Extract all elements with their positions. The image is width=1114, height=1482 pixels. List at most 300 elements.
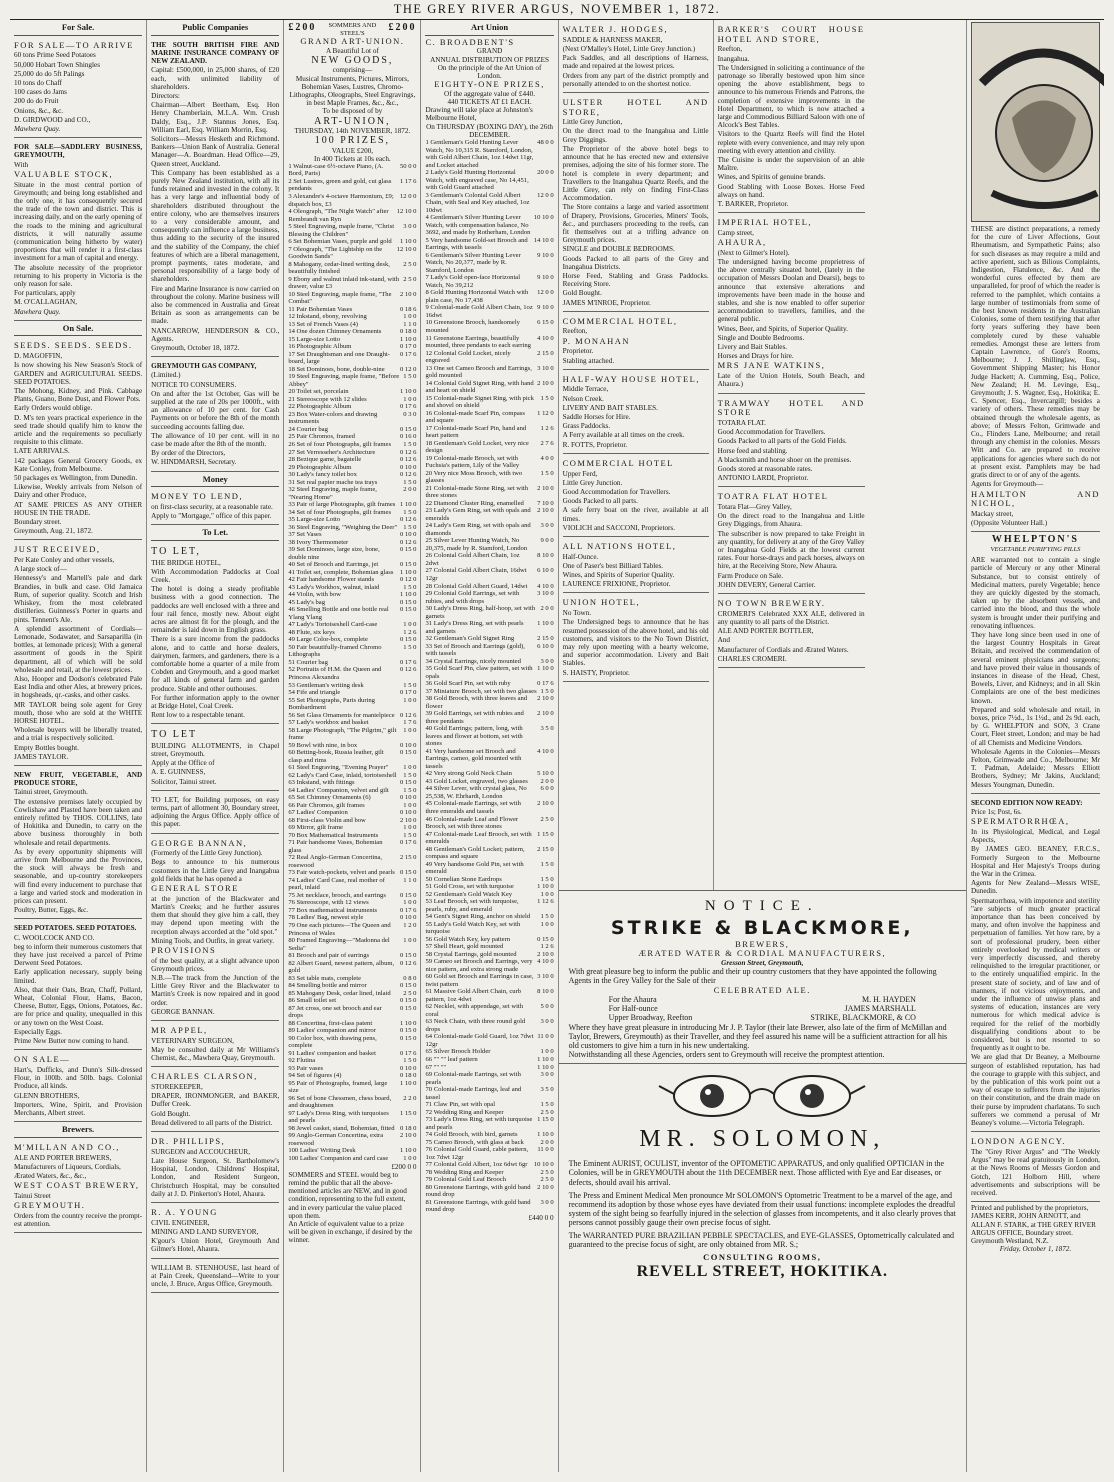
prize-description: 74 Gold Brooch, with bird, garnets <box>425 1131 518 1139</box>
prize-list <box>288 163 416 1163</box>
prize-description: 77 Box mathematical instruments <box>288 906 378 914</box>
prize-row <box>425 590 553 605</box>
prize-description: 24 Courier bag <box>288 425 328 433</box>
prize-description: 61 Steel Engraving, "Evening Prayer" <box>288 764 389 772</box>
prize-description: 95 Pair of Photographs, framed, large size <box>288 1079 388 1095</box>
prize-value: 2 15 0 <box>537 635 554 643</box>
prize-description: 27 Colonial Gold Albert Chain, 16dwt 12gr <box>425 567 527 582</box>
spectacles-icon <box>569 1072 956 1120</box>
prize-description: 57 Shell Heart, gold mounted <box>425 943 504 951</box>
prize-row <box>425 958 553 973</box>
prize-row <box>425 1109 553 1117</box>
prize-value: 1 10 0 <box>537 1063 554 1071</box>
prize-value: 0 15 0 <box>399 1004 417 1012</box>
prize-row <box>425 643 553 658</box>
prize-row <box>425 1184 553 1199</box>
prize-description: 79 Colonial Gold Leaf Brooch <box>425 1176 507 1184</box>
prize-value: 0 15 0 <box>399 546 417 554</box>
prize-description: 14 Colonial Gold Signet Ring, with hand and heart on shield <box>425 379 534 395</box>
prize-description: 69 Mirror, gilt frame <box>288 824 343 832</box>
prize-row <box>425 552 553 567</box>
prize-description: 14 One dozen Chimney Ornaments <box>288 328 382 336</box>
prize-description: 8 Mahogany, cedar-lined writing desk, beautifully finished <box>288 260 390 276</box>
prize-value: 1 2 6 <box>403 628 417 636</box>
prize-value: 50 0 0 <box>399 162 417 170</box>
prize-description: 2 Lady's Gold Hunting Horizontal Watch, with engraved case, No 14,451, with Gold Guard attached <box>425 169 529 192</box>
prize-row <box>425 635 553 643</box>
prize-description: 59 Cameo set Brooch and Earrings, very nice pattern, and extra strong made <box>425 958 533 973</box>
solomon-heading: MR. SOLOMON, <box>639 1126 886 1152</box>
ad-for-sale-to-arrive: FOR SALE—TO ARRIVE 60 tons Prime Seed Potatoes 50,000 Hobart Town Shingles 25,000 do do 5ft Palings 10 tons do Chaff 100 cases do Jams 200 do do Fruit Onions, &c., &c. D. GIRDWOOD and CO., Mawhera Quay. <box>14 38 142 139</box>
prize-value: 1 17 6 <box>399 177 417 185</box>
prize-row <box>288 471 416 479</box>
prize-description: 41 Toilet set, complete, Bohemian glass <box>288 568 394 576</box>
prize-description: 55 Lady's Gold Watch Key, set with turquoise <box>425 920 521 936</box>
prize-description: 81 Brooch and pair of earrings <box>288 952 370 960</box>
prize-description: 66 Pair Chromos, gilt frames <box>288 801 365 809</box>
prize-row <box>288 1125 416 1133</box>
prize-description: 31 Set real papier mache tea trays <box>288 478 378 486</box>
prize-row <box>288 644 416 659</box>
prize-row <box>425 913 553 921</box>
prize-value: 1 0 0 <box>403 696 417 704</box>
revell-street: REVELL STREET, HOKITIKA. <box>636 1263 888 1281</box>
prize-row <box>425 1199 553 1214</box>
prize-row <box>288 990 416 998</box>
prize-row <box>425 1064 553 1072</box>
prize-description: 16 Photographic Album <box>288 343 352 351</box>
prize-row <box>425 846 553 861</box>
prize-description: 47 Lady's Tortoiseshell Card-case <box>288 621 378 629</box>
prize-value: 4 0 0 <box>540 454 554 462</box>
prize-value: 1 7 6 <box>403 719 417 727</box>
prize-row <box>288 208 416 223</box>
prize-description: 23 Lady's Gem Ring, set with opals and emeralds <box>425 507 531 522</box>
prize-row <box>425 304 553 319</box>
prize-row <box>425 605 553 620</box>
prize-description: 34 Crystal Earrings, nicely mounted <box>425 657 521 665</box>
prize-row <box>288 982 416 990</box>
prize-row <box>288 960 416 975</box>
prize-value: 0 17 0 <box>399 689 417 697</box>
prize-value: 1 15 0 <box>537 830 554 838</box>
prize-value: 48 0 0 <box>537 139 554 147</box>
prize-row <box>288 997 416 1005</box>
prize-description: 21 Stereoscope with 12 slides <box>288 395 367 403</box>
prize-row <box>288 666 416 681</box>
prize-row <box>288 388 416 396</box>
ad-mr-appel: MR APPEL, VETERINARY SURGEON, May be consulted daily at Mr Williams's Chemist, &c., Mawhera Quay, Greymouth. <box>151 1023 279 1067</box>
prize-value: 0 17 0 <box>399 343 417 351</box>
prize-description: 56 Set Glass Ornaments for mantelpiece <box>288 711 395 719</box>
prize-description: 50 Fair beautifully-framed Chromo Lithographs <box>288 643 382 659</box>
prize-row <box>288 712 416 720</box>
agent-row <box>609 995 916 1004</box>
prize-row <box>425 770 553 778</box>
prize-row <box>288 336 416 344</box>
prize-description: 3 Gentleman's Colonial Gold Albert Chain, with Seal and Key attached, 1oz 10dwt <box>425 191 530 214</box>
prize-description: 91 Ladies' companion and basket <box>288 1049 376 1057</box>
prize-description: 67 "" "" <box>425 1063 447 1071</box>
prize-value: 1 15 0 <box>537 1116 554 1124</box>
ad-ra-young: R. A. YOUNG CIVIL ENGINEER, MINING AND LAND SURVEYOR, K'gour's Union Hotel, Greymouth And Gilmer's Hotel, Ahaura. <box>151 1205 279 1259</box>
wide-section <box>559 20 967 1472</box>
prize-value: 0 12 6 <box>399 711 417 719</box>
prize-description: 37 Set Vases <box>288 531 322 539</box>
prize-description: 62 Necklet, with appendage, set with coral <box>425 1003 524 1018</box>
ad-charles-clarson: CHARLES CLARSON, STOREKEEPER, DRAPER, IRONMONGER, and BAKER, Duffer Creek. Gold Bought. Bread delivered to all parts of the District. <box>151 1069 279 1132</box>
prize-description: 93 Pair vases <box>288 1064 324 1072</box>
prize-value: 1 0 0 <box>540 1048 554 1056</box>
prize-row <box>288 621 416 629</box>
prize-value: 0 15 0 <box>399 891 417 899</box>
prize-row <box>425 380 553 395</box>
prize-description: 75 Jet necklace, brooch, and earrings <box>288 891 386 899</box>
prize-row <box>425 695 553 710</box>
prize-row <box>425 725 553 748</box>
prize-description: 43 Lady's Workbox, walnut, inlaid <box>288 583 380 591</box>
prize-row <box>425 665 553 680</box>
prize-description: 71 Claw Pin, set with opal <box>425 1101 496 1109</box>
prize-description: 73 Fair watch-pockets, velvet and pearls <box>288 869 395 877</box>
prize-description: 26 Set of four Photographs, gilt frames <box>288 441 392 448</box>
ad-to-let-bridge-hotel: TO LET, THE BRIDGE HOTEL, With Accommodation Paddocks at Coal Creek. The hotel is doing a steady profitable business with a good connection. The paddocks are well enclosed with a three and four rail fence, mostly new. About eight acres are almost fit for the plough, and the remainder is laid down in English grass. There is a sure income from the paddocks alone, and to cattle and horse dealers, dairymen, farmers, and gardeners, there is a comfortable home a quarter of a mile from Cobden and Greymouth, and a good market for all kinds of general farm and garden produce. Stable and other outhouses. For further information apply to the owner at Bridge Hotel, Coal Creek. Rent low to a respectable tenant. <box>151 543 279 724</box>
prize-value: 1 5 0 <box>403 583 417 591</box>
prize-row <box>288 1020 416 1028</box>
agent-row <box>609 1013 916 1022</box>
prize-row <box>288 749 416 764</box>
prize-value: 0 12 6 <box>399 959 417 967</box>
prize-value: 0 10 0 <box>399 914 417 922</box>
prize-description: 7 Oleograph, "The Lightship on the Goodwin Sands" <box>288 245 383 261</box>
prize-row <box>425 620 553 635</box>
prize-row <box>288 1065 416 1073</box>
prize-list <box>425 139 553 1214</box>
prize-row <box>425 951 553 959</box>
prize-value: 0 15 0 <box>399 779 417 787</box>
prize-description: 20 Toilet set, porcelain <box>288 388 349 396</box>
prize-value: 6 10 0 <box>537 642 554 650</box>
prize-value: 0 15 0 <box>399 606 417 614</box>
prize-description: 32 Gentleman's Gold Signet Ring <box>425 635 515 643</box>
prize-description: 59 Bowl with nine, in box <box>288 741 358 749</box>
prize-description: 74 Ladies' Card Case, real mother of pearl, inlaid <box>288 876 385 892</box>
prize-row <box>288 223 416 238</box>
prize-value: 5 10 0 <box>537 770 554 778</box>
prize-row <box>425 485 553 500</box>
prize-value: 0 15 0 <box>399 598 417 606</box>
prize-description: 75 Cameo Brooch, with glass at back <box>425 1138 524 1146</box>
prize-row <box>425 365 553 380</box>
prize-value: 0 17 6 <box>399 906 417 914</box>
prize-value: 0 15 0 <box>399 749 417 757</box>
prize-description: 53 Gentleman's writing desk <box>288 681 364 689</box>
prize-row <box>288 1072 416 1080</box>
prize-value: 1 10 0 <box>399 1079 417 1087</box>
prize-value: 0 15 0 <box>399 636 417 644</box>
prize-description: 65 Silver Brooch Holder <box>425 1048 491 1056</box>
prize-description: 60 Gold set Brooch and Earrings in case, twist pattern <box>425 973 534 988</box>
prize-value: 6 15 0 <box>537 319 554 327</box>
prize-value: 1 0 0 <box>403 621 417 629</box>
prize-row <box>425 688 553 696</box>
prize-description: 39 Set Dominoes, large size, bone, double nine <box>288 546 380 561</box>
section-header: Money <box>151 474 279 488</box>
prize-description: 18 Set Dominoes, bone, double-nine <box>288 365 385 373</box>
prize-value: 2 10 0 <box>399 290 417 298</box>
prize-row <box>288 1095 416 1110</box>
prize-description: 65 Set Chimney Ornaments (6) <box>288 794 371 802</box>
prize-value: 0 17 6 <box>399 403 417 411</box>
prize-value: 2 2 0 <box>403 1094 417 1102</box>
prize-value: 2 10 0 <box>537 950 554 958</box>
prize-row <box>288 802 416 810</box>
prize-value: 0 10 0 <box>399 463 417 471</box>
prize-value: 2 0 0 <box>540 1138 554 1146</box>
prize-row <box>288 899 416 907</box>
prize-value: 0 12 6 <box>399 516 417 524</box>
prize-value: 1 10 0 <box>399 591 417 599</box>
prize-description: 64 Colonial-made Gold Guard, 1oz 7dwt 12gr <box>425 1033 534 1048</box>
prize-description: 7 Lady's Gold open-face Horizontal Watch, No 39,212 <box>425 274 521 289</box>
prize-row <box>288 396 416 404</box>
prize-value: 1 10 0 <box>399 568 417 576</box>
prize-value: 0 10 0 <box>399 531 417 539</box>
prize-value: 0 16 0 <box>399 433 417 441</box>
prize-description: 72 Real Anglo-German Concertina, rosewood <box>288 854 383 869</box>
prize-row <box>288 509 416 517</box>
prize-row <box>288 584 416 592</box>
prize-row <box>288 764 416 772</box>
prize-row <box>425 1033 553 1048</box>
prize-value: 1 10 0 <box>537 620 554 628</box>
prize-value: 12 10 0 <box>396 245 417 253</box>
prize-value: 3 0 0 <box>540 1018 554 1026</box>
prize-row <box>288 486 416 501</box>
prize-description: 17 Set Draughtsman and one Draught-board, large <box>288 350 390 366</box>
prize-row <box>288 742 416 750</box>
prize-description: 26 Colonial Gold Albert Chain, 1oz 2dwt <box>425 552 520 567</box>
prize-row <box>288 306 416 314</box>
prize-row <box>288 426 416 434</box>
prize-description: 3 Alexandre's 4-octave Harmonium, £9; dispatch box, £3 <box>288 192 394 208</box>
prize-description: 98 Jewel casket, stand, Bohemian, fitted <box>288 1124 395 1132</box>
prize-row <box>288 1132 416 1147</box>
prize-value: 6 10 0 <box>537 567 554 575</box>
prize-description: 15 Colonial-made Signet Ring, with pick and shovel on shield <box>425 394 534 410</box>
prize-description: 89 Ladies' companion and mirror <box>288 1027 376 1035</box>
prize-row <box>425 1086 553 1101</box>
prize-row <box>288 697 416 712</box>
prize-value: 14 10 0 <box>533 236 554 244</box>
prize-description: 18 Gentleman's Gold Locket, very nice design <box>425 439 529 455</box>
ad-all-nations-hotel: ALL NATIONS HOTEL, Half-Ounce. One of Paser's best Billiard Tables. Wines, and Spirits of Superior Quality. LAURENCE FRIXIONE, Proprietor. <box>563 539 709 594</box>
prize-row <box>288 328 416 336</box>
prize-row <box>288 975 416 983</box>
prize-value: 1 10 0 <box>537 665 554 673</box>
prize-value: 1 5 0 <box>540 860 554 868</box>
prize-row <box>288 178 416 193</box>
prize-description: 5 Steel Engraving, maple frame, "Christ Blessing the Children" <box>288 223 395 238</box>
prize-description: 28 Bezique game, bagatelle <box>288 456 362 464</box>
prize-row <box>288 276 416 291</box>
prize-row <box>288 591 416 599</box>
prize-row <box>425 507 553 522</box>
prize-description: 46 Colonial-made Leaf and Flower Brooch, set with three stones <box>425 815 519 831</box>
prize-description: 10 Greenstone Brooch, handsomely mounted <box>425 319 520 334</box>
prize-row <box>288 261 416 276</box>
prize-value: 0 8 0 <box>403 974 417 982</box>
prize-row <box>288 411 416 426</box>
prize-row <box>288 351 416 366</box>
prize-value: 3 0 0 <box>403 223 417 231</box>
prize-value: 12 0 0 <box>399 192 417 200</box>
prize-description: 9 Colonial-made Gold Albert Chain, 1oz 16dwt <box>425 304 533 319</box>
prize-description: 100 Ladies' Companion and card case <box>288 1154 389 1162</box>
prize-row <box>288 869 416 877</box>
prize-description: 72 Wedding Ring and Keeper <box>425 1108 504 1116</box>
prize-description: 32 Steel Engraving, maple frame, "Nearing Home" <box>288 486 377 501</box>
prize-value: 2 5 0 <box>540 815 554 823</box>
prize-value: 2 7 6 <box>540 439 554 447</box>
prize-description: 27 Set Verresseher's Architecture <box>288 448 376 456</box>
prize-row <box>288 817 416 825</box>
prize-value: 1 2 6 <box>540 424 554 432</box>
prize-row <box>288 501 416 509</box>
prize-description: 78 Wedding Ring and Keeper <box>425 1168 504 1176</box>
prize-value: 0 15 0 <box>399 425 417 433</box>
prize-value: 0 12 6 <box>399 666 417 674</box>
prize-value: 5 0 0 <box>540 1003 554 1011</box>
prize-value: 1 5 0 <box>403 681 417 689</box>
prize-description: 50 Cornelian Stone Eardrops <box>425 875 502 883</box>
prize-value: 12 10 0 <box>396 208 417 216</box>
prize-description: 11 Pair Bohemian Vases <box>288 305 353 313</box>
prize-value: 3 0 0 <box>540 522 554 530</box>
prize-row <box>425 921 553 936</box>
agent-name: JAMES MARSHALL <box>844 1004 916 1014</box>
prize-description: 63 Neck Chain, with three round gold drops <box>425 1018 526 1033</box>
prize-value: 2 10 0 <box>537 710 554 718</box>
prize-description: 77 Colonial Gold Albert, 1oz 6dwt 6gr <box>425 1161 528 1169</box>
cockles-remedies-illustration <box>971 22 1100 222</box>
prize-value: 0 15 0 <box>399 869 417 877</box>
prize-row <box>288 1080 416 1095</box>
ad-totara-flat-hotel: TOATRA FLAT HOTEL Totara Flat—Grey Valley, On the direct road to the Inangahua and Little Grey Diggings, from Ahaura. The subscriber is now prepared to take Freight in any quantity, for delivery at any of the Grey Valley or Inangahua Gold Fields at the lowest current rates. Four horse-drays and pack horses, always on hire, at the Receiving Store, New Ahaura. Farm Produce on Sale. JOHN DEVERY, General Carrier. <box>718 489 865 594</box>
ad-barkers-hotel: BARKER'S COURT HOUSE HOTEL AND STORE, Reefton, Inangahua. The Undersigned in soliciting a continuance of the patronage so liberally bestowed upon him since opening the above establishment, begs to announce to his numerous Friends and Patrons, the completion of extensive improvements in the Hotel Department, to which is now attached a large and Commodious Billiard Saloon with one of Alcock's Best Tables. Visitors to the Quartz Reefs will find the Hotel replete with every convenience, and may rely upon meeting with every attention and civility. The Cuisine is under the supervision of an able Maître. Wines, and Spirits of genuine brands. Good Stabling with Loose Boxes. Horse Feed always on hand. T. BARKER, Proprietor. <box>718 22 865 213</box>
prize-row <box>288 449 416 457</box>
prize-description: 63 Inkstand, with fittings <box>288 779 355 787</box>
prize-row <box>288 1110 416 1125</box>
column-public-companies <box>147 20 284 1472</box>
prize-row <box>425 1146 553 1161</box>
prize-row <box>425 567 553 582</box>
prize-description: 69 Colonial-made Earrings, set with pearls <box>425 1071 521 1086</box>
prize-row <box>288 787 416 795</box>
prize-description: 29 Colonial Gold Earrings, set with rubies, and with drops <box>425 590 520 605</box>
prize-row <box>425 898 553 913</box>
ad-imperial-hotel: IMPERIAL HOTEL, Camp street, AHAURA, (Next to Gilmer's Hotel). The undersigned having become proprietress of the above centrally situated hotel, (lately in the occupation of Messrs Doolan and Dearsi), begs to announce that extensive alterations and improvements have been made in the house and stables, and she is now enabled to offer superior accommodation to travellers, families, and the general public. Wines, Beer, and Spirits, of Superior Quality. Single and Double Bedrooms. Livery and Bait Stables. Horses and Drays for hire. MRS JANE WATKINS, Late of the Union Hotels, South Beach, and Ahaura.) <box>718 215 865 393</box>
ad-union-hotel: UNION HOTEL, No Town. The Undersigned begs to announce that he has resumed possession of the above hotel, and his old customers, and visitors to the No Town District, may rely upon meeting with a hearty welcome, and superior accommodation. Livery and Bait Stables. S. HAISTY, Proprietor. <box>563 595 709 681</box>
prize-value: 2 10 0 <box>399 816 417 824</box>
agents-list <box>569 995 956 1022</box>
prize-row <box>425 785 553 800</box>
prize-value: 0 15 0 <box>537 935 554 943</box>
prize-description: 44 Violin, with bow <box>288 591 341 599</box>
prize-row <box>425 440 553 455</box>
prize-value: 2 5 0 <box>540 1108 554 1116</box>
masthead-title: THE GREY RIVER ARGUS, <box>393 1 575 16</box>
prize-value: 0 12 0 <box>399 576 417 584</box>
prize-value: 12 0 0 <box>537 191 554 199</box>
prize-description: 2 Set Lustres, green and gold, cut glass pendants <box>288 177 392 193</box>
prize-value: 1 10 0 <box>537 1131 554 1139</box>
prize-value: 10 10 0 <box>533 214 554 222</box>
prize-description: 62 Lady's Card Case, inlaid, tortoiseshell <box>288 771 397 779</box>
prize-row <box>288 343 416 351</box>
prize-description: 30 Lady's fancy toilet box <box>288 471 357 479</box>
prize-value: 1 5 0 <box>540 687 554 695</box>
prize-value: 1 5 0 <box>403 1057 417 1065</box>
prize-description: 55 Set Photographs, Paris during Bombardment <box>288 696 375 712</box>
prize-value: 1 0 0 <box>403 726 417 734</box>
prize-row <box>425 522 553 537</box>
prize-row <box>288 546 416 561</box>
prize-row <box>288 366 416 374</box>
prize-value: 0 10 0 <box>399 809 417 817</box>
prize-value: 1 1 0 <box>403 320 417 328</box>
prize-value: 1 5 0 <box>403 441 417 448</box>
prize-row <box>425 748 553 771</box>
ad-commercial-hotel-upper-ferd: COMMERCIAL HOTEL Upper Ferd, Little Grey Junction. Good Accommodation for Travellers. Goods Packed to all parts. A safe ferry boat on the river, available at all times. VIOLICH and SACCONI, Proprietors. <box>563 456 709 537</box>
prize-description: 52 Portraits of H.M. the Queen and Princess Alexandra <box>288 666 382 681</box>
prize-row <box>288 907 416 915</box>
prize-description: 28 Colonial Gold Albert Guard, 14dwt <box>425 582 528 590</box>
prize-row <box>425 943 553 951</box>
prize-value: 0 15 0 <box>399 997 417 1005</box>
prize-row <box>288 1057 416 1065</box>
prize-row <box>425 289 553 304</box>
prize-row <box>288 531 416 539</box>
prize-value: 2 10 0 <box>537 507 554 515</box>
prize-row <box>288 719 416 727</box>
prize-value: 1 12 6 <box>537 898 554 906</box>
prize-value: 9 10 0 <box>537 251 554 259</box>
prize-value: 8 10 0 <box>537 988 554 996</box>
prize-description: 35 Gold Scarf Pin, claw pattern, set with opals <box>425 665 533 680</box>
ad-stenhouse: WILLIAM B. STENHOUSE, last heard of at Pain Creek, Queensland—Write to your uncle, J. Bruce, Argus Office, Greymouth. <box>151 1261 279 1294</box>
prize-row <box>288 441 416 449</box>
prize-value: 4 10 0 <box>537 582 554 590</box>
prize-row <box>288 163 416 178</box>
prize-value: 1 0 0 <box>403 824 417 832</box>
prize-value: 3 5 0 <box>540 1086 554 1094</box>
prize-value: 2 15 0 <box>537 845 554 853</box>
ad-cockles-remedies: THESE are distinct preparations, a remedy for the cure of Liver Affections, Gout Rheumatism, and Sympathetic Pains; also for such diseases as may require a mild and active aperient, such as Bilious Complaints, Indigestion, Flatulence, &c. And the wonderful cures effected by them are unparalleled, for proof of which the reader is referred to the pamphlet, which contains a large number of testimonials from some of the best known residents in the Australian Colonies, some of them testifying that after forty years suffering they have been completely cured by these valuable remedies. Amongst these are letters from Captain Lawrence, of Gore's Rooms, Melbourne; J. J. Shillinglaw, Esq., Government Shipping Master; his Honor Judge Hackett; A. Cumming, Esq., Police, New Zealand; H. M. Levinge, Esq., Greymouth; J. S. Wagner, Esq., Hokitika; E. C. Spencer, Esq., Invercargill; besides a variety of others. These remedies may be obtained through the wholesale agents, as above; of Messrs Felton, Grimwade and Co., Flinders Lane, Melbourne; and retail through any chemist in the colonies. Messrs Witt and Co. are prepared to receive applications for agencies where such do not at present exist. Pamphlets may be had gratis direct to or of any of the agents. Agents for Greymouth— HAMILTON AND NICHOL, Mackay street, (Opposite Volunteer Hall.) <box>971 222 1100 532</box>
section-header: Art Union <box>425 22 553 36</box>
agent-row <box>609 1004 916 1013</box>
prize-row <box>425 988 553 1003</box>
prize-value: 1 5 0 <box>540 913 554 921</box>
prize-description: 24 Lady's Gem Ring, set with opals and diamonds <box>425 522 531 537</box>
column-remedies <box>967 20 1104 1472</box>
agent-name: M. H. HAYDEN <box>862 995 916 1005</box>
prize-description: 41 Very handsome set Brooch and Earrings, cameo, gold mounted with tassels <box>425 747 522 770</box>
prize-description: 10 Steel Engraving, maple frame, "The Combat" <box>288 290 392 306</box>
prize-value: 9 10 0 <box>537 274 554 282</box>
prize-row <box>288 569 416 577</box>
prize-row <box>425 973 553 988</box>
